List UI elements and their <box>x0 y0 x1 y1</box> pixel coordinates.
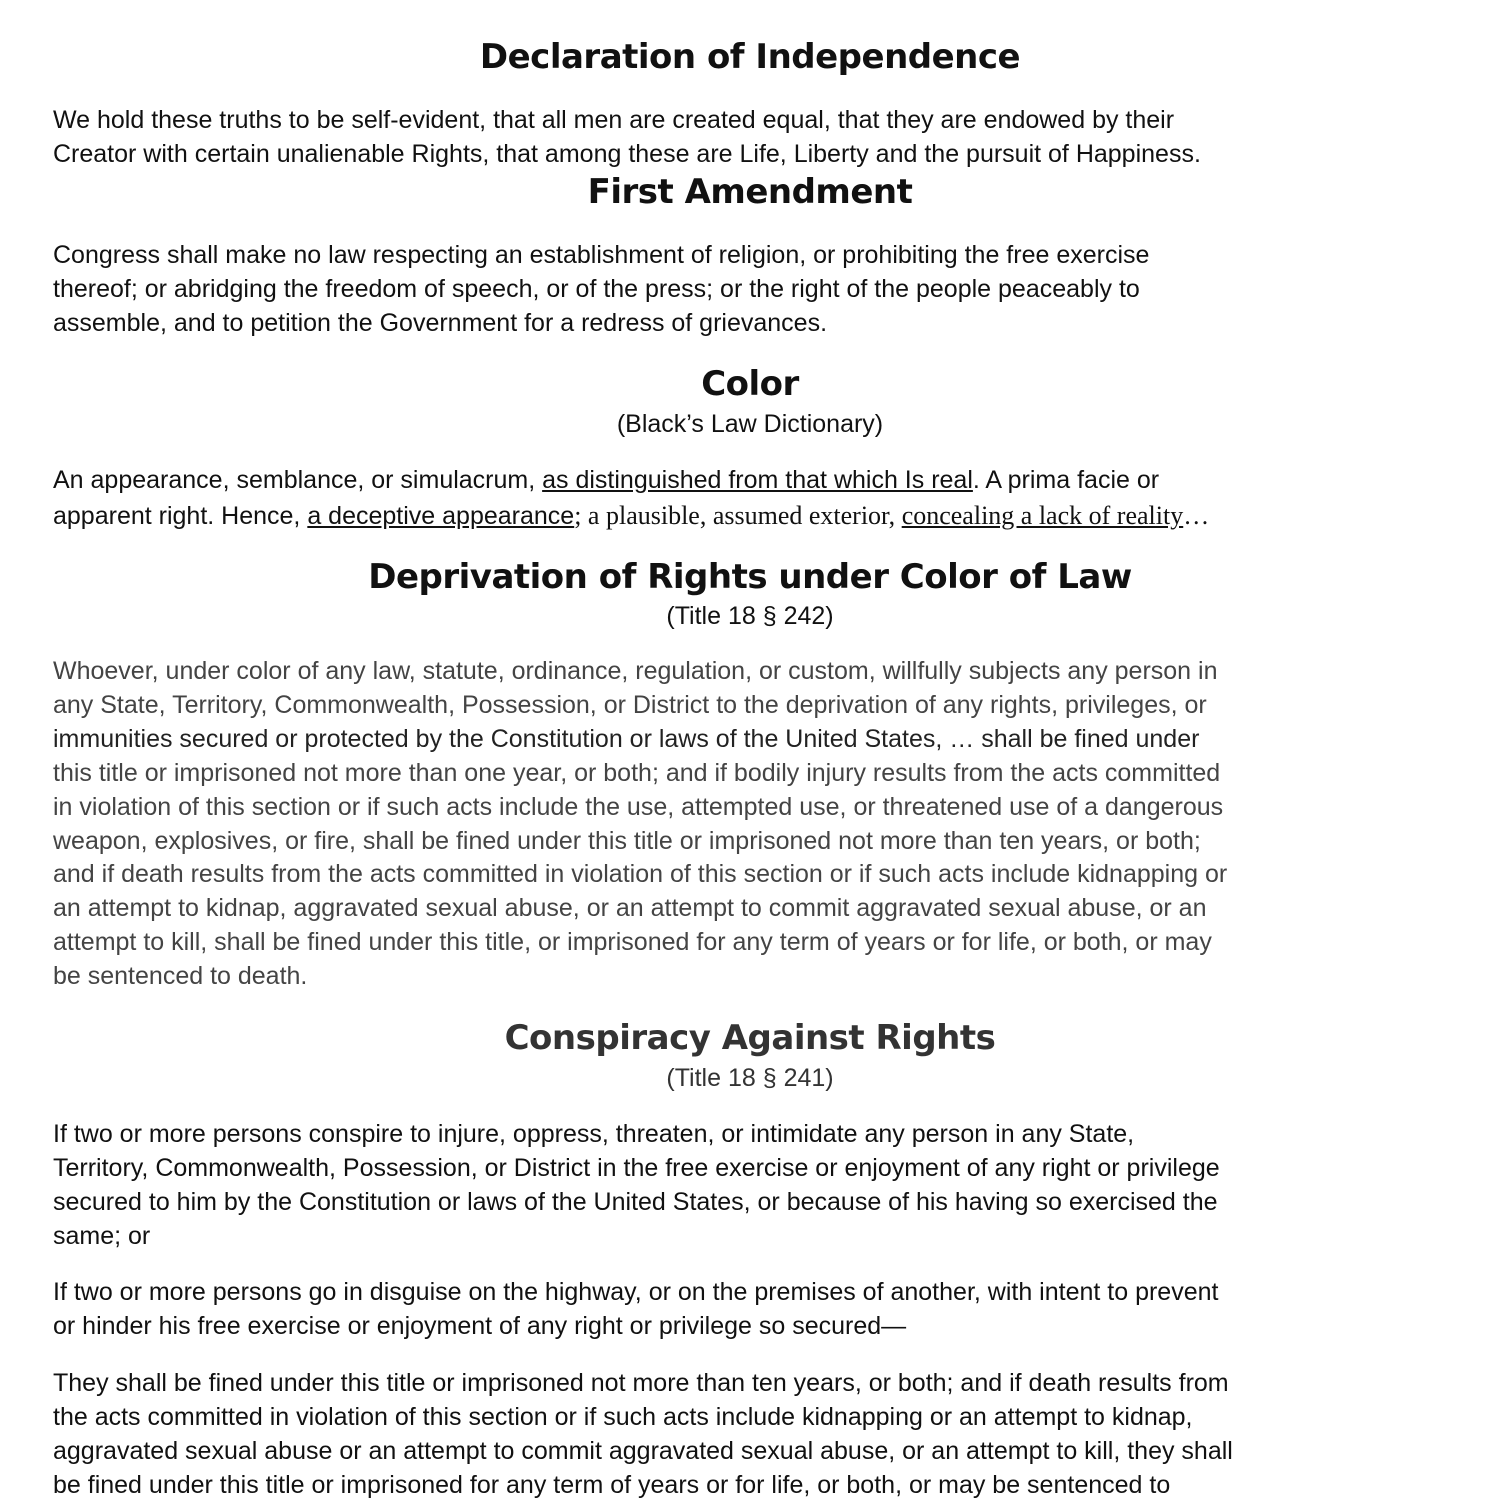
text: . A prima facie or <box>972 466 1160 494</box>
heading-deprivation: Deprivation of Rights under Color of Law <box>368 557 1132 597</box>
subtitle-color: (Black’s Law Dictionary) <box>616 410 884 438</box>
text-line: They shall be fined under this title or imprisoned not more than ten years, or both; and if death results from <box>53 1369 1229 1397</box>
text-line: an attempt to kidnap, aggravated sexual abuse, or an attempt to commit aggravated sexual abuse, or an <box>53 894 1207 923</box>
text: apparent right. Hence, <box>53 502 308 530</box>
text-line: this title or imprisoned not more than one year, or both; and if bodily injury results from the acts committed <box>53 758 1221 787</box>
paragraph-color <box>53 463 1493 534</box>
underlined-text: concealing a lack of reality <box>901 501 1184 530</box>
text-line: thereof; or abridging the freedom of speech, or of the press; or the right of the people peaceably to <box>53 275 1140 303</box>
text-line: any State, Territory, Commonwealth, Possession, or District to the deprivation of any rights, privileges, or <box>53 690 1207 719</box>
subtitle-conspiracy: (Title 18 § 241) <box>666 1064 834 1092</box>
paragraph-declaration <box>53 103 1493 171</box>
text-line: Whoever, under color of any law, statute, ordinance, regulation, or custom, willfully subjects any person in <box>53 657 1218 685</box>
heading-declaration: Declaration of Independence <box>479 37 1021 77</box>
serif-text: ; a plausible, assumed exterior, <box>574 501 902 530</box>
heading-conspiracy: Conspiracy Against Rights <box>504 1018 996 1058</box>
text-line: Congress shall make no law respecting an establishment of religion, or prohibiting the free exercise <box>53 241 1150 269</box>
text-line: be sentenced to death. <box>53 962 308 991</box>
paragraph-conspiracy-1 <box>53 1117 1493 1253</box>
text-line: weapon, explosives, or fire, shall be fined under this title or imprisoned not more than ten years, or both; <box>53 826 1201 855</box>
text-line: assemble, and to petition the Government for a redress of grievances. <box>53 309 828 337</box>
text-line: secured to him by the Constitution or laws of the United States, or because of his having so exercised the <box>53 1188 1218 1216</box>
text-line: and if death results from the acts committed in violation of this section or if such acts include kidnapping or <box>53 860 1228 889</box>
text-line: aggravated sexual abuse or an attempt to commit aggravated sexual abuse, or an attempt to kill, they shall <box>53 1437 1233 1465</box>
heading-first-amendment: First Amendment <box>587 172 913 212</box>
text-line: Territory, Commonwealth, Possession, or District in the free exercise or enjoyment of any right or privilege <box>53 1154 1220 1182</box>
text-line: Creator with certain unalienable Rights, that among these are Life, Liberty and the pursuit of Happiness. <box>53 140 1201 168</box>
paragraph-conspiracy-2 <box>53 1275 1493 1343</box>
text: An appearance, semblance, or simulacrum, <box>53 466 543 494</box>
text-line: or hinder his free exercise or enjoyment of any right or privilege so secured— <box>53 1312 907 1340</box>
text-line: attempt to kill, shall be fined under this title, or imprisoned for any term of years or for life, or both, or may <box>53 928 1212 957</box>
paragraph-first-amendment <box>53 238 1493 340</box>
text-line: If two or more persons go in disguise on the highway, or on the premises of another, with intent to prevent <box>53 1278 1219 1306</box>
paragraph-conspiracy-3 <box>53 1366 1493 1502</box>
subtitle-deprivation: (Title 18 § 242) <box>666 602 834 630</box>
text-line: immunities secured or protected by the Constitution or laws of the United States, … shall be fined under <box>53 724 1200 753</box>
underlined-text: a deceptive appearance <box>307 502 575 530</box>
paragraph-deprivation <box>53 655 1493 994</box>
text-line: We hold these truths to be self-evident, that all men are created equal, that they are endowed by their <box>53 106 1175 134</box>
ellipsis: … <box>1183 501 1210 530</box>
underlined-text: as distinguished from that which Is real <box>542 466 973 494</box>
text-line: same; or <box>53 1222 151 1250</box>
text-line: be fined under this title or imprisoned for any term of years or for life, or both, or may be sentenced to <box>53 1471 1171 1499</box>
heading-color: Color <box>701 364 799 404</box>
text-line: the acts committed in violation of this section or if such acts include kidnapping or an attempt to kidnap, <box>53 1403 1193 1431</box>
text-line: If two or more persons conspire to injure, oppress, threaten, or intimidate any person in any State, <box>53 1120 1135 1148</box>
text-line: in violation of this section or if such acts include the use, attempted use, or threatened use of a dangerous <box>53 792 1224 821</box>
